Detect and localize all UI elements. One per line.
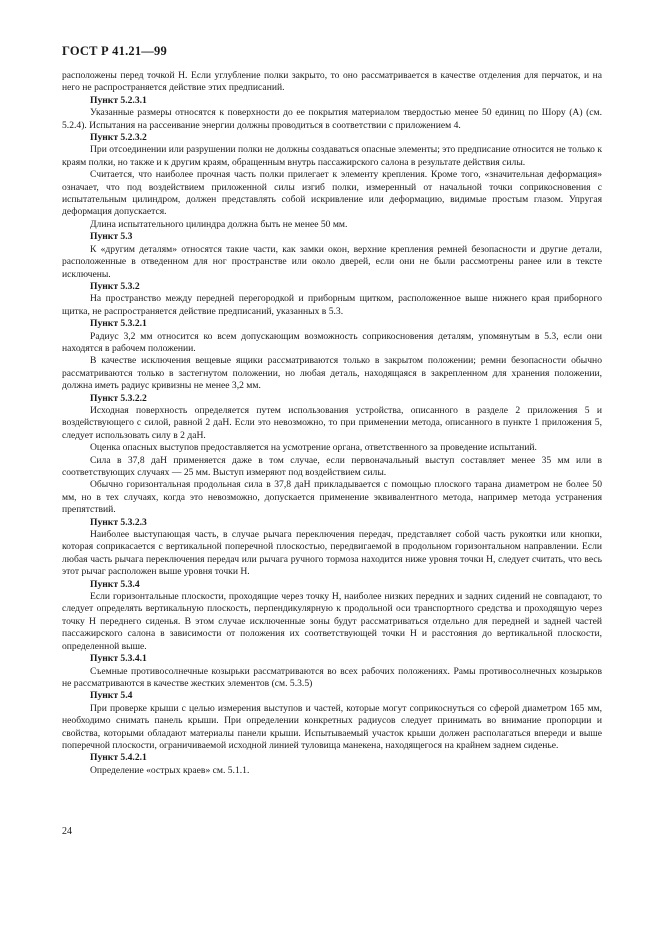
clause-heading: Пункт 5.3.4 (90, 578, 140, 590)
clause-heading: Пункт 5.4.2.1 (90, 752, 147, 764)
clause-heading: Пункт 5.4 (90, 690, 133, 702)
paragraph: В качестве исключения вещевые ящики рассматриваются только в закрытом положении; ремни безопасности обычно рассматриваются только в застегнутом положении, но любая деталь, находящаяся в закрепленном для хранения положении, должна иметь радиус кривизны не менее 3,2 мм. (62, 355, 602, 392)
paragraph: Указанные размеры относятся к поверхности до ее покрытия материалом твердостью менее 50 единиц по Шору (А) (см. 5.2.4). Испытания на рассеивание энергии должны проводиться в соответствии с приложением 4. (62, 107, 602, 131)
paragraph: Сила в 37,8 даН применяется даже в том случае, если первоначальный выступ составляет менее 35 мм или в соответствующих случаях — 25 мм. Выступ измеряют под воздействием силы. (62, 454, 602, 478)
clause-heading: Пункт 5.3.2.3 (90, 516, 147, 528)
clause-heading: Пункт 5.3.2 (90, 280, 140, 292)
document-header: ГОСТ Р 41.21—99 (62, 44, 167, 58)
paragraph: Оценка опасных выступов предоставляется на усмотрение органа, ответственного за проведение испытаний. (90, 442, 537, 454)
paragraph: При отсоединении или разрушении полки не должны создаваться опасные элементы; это предписание относится не только к краям полки, но также и к другим краям, обращенным внутрь пассажирского салона в результате действия силы. (62, 144, 602, 168)
paragraph: На пространство между передней перегородкой и приборным щитком, расположенное выше нижнего края приборного щитка, не распространяется действие предписаний, указанных в 5.3. (62, 293, 602, 317)
clause-heading: Пункт 5.2.3.2 (90, 132, 147, 144)
paragraph: расположены перед точкой H. Если углубление полки закрыто, то оно рассматривается в качестве отделения для перчаток, и на него не распространяется действие этих предписаний. (62, 70, 602, 94)
paragraph: Если горизонтальные плоскости, проходящие через точку H, наиболее низких передних и задних сидений не совпадают, то следует определять вертикальную плоскость, перпендикулярную к продольной оси транспортного средства и проходящую через точку H переднего сиденья. В этом случае исключенные зоны будут рассматриваться отдельно для передней и задней частей пассажирского салона в зависимости от положения их соответствующей точки H и расстояния до вертикальной плоскости, определенной выше. (62, 591, 602, 652)
paragraph: Радиус 3,2 мм относится ко всем допускающим возможность соприкосновения деталям, упомянутым в 5.3, если они находятся в рабочем положении. (62, 330, 602, 354)
paragraph: Исходная поверхность определяется путем использования устройства, описанного в разделе 2 приложения 5 и воздействующего с силой, равной 2 даН. Если это невозможно, то при применении метода, описанного в пункте 1 приложения 5, следует использовать силу в 2 даН. (62, 404, 602, 441)
paragraph: К «другим деталям» относятся такие части, как замки окон, верхние крепления ремней безопасности и другие детали, расположенные в отведенном для ног пространстве или около дверей, если они не были рассмотрены ранее или в тексте исключены. (62, 243, 602, 280)
paragraph: Длина испытательного цилиндра должна быть не менее 50 мм. (90, 218, 348, 230)
paragraph: Считается, что наиболее прочная часть полки прилегает к элементу крепления. Кроме того, «значительная деформация» означает, что под воздействием приложенной силы изгиб полки, измеренный от начальной точки соприкосновения с испытательным цилиндром, должен представлять собой искривление или деформацию, видимые простым глазом. Упругая деформация допускается. (62, 169, 602, 218)
paragraph: Определение «острых краев» см. 5.1.1. (90, 764, 250, 776)
clause-heading: Пункт 5.2.3.1 (90, 94, 147, 106)
clause-heading: Пункт 5.3.4.1 (90, 653, 147, 665)
page-number: 24 (62, 826, 72, 837)
clause-heading: Пункт 5.3.2.1 (90, 318, 147, 330)
paragraph: Съемные противосолнечные козырьки рассматриваются во всех рабочих положениях. Рамы противосолнечных козырьков не рассматриваются в качестве жестких элементов (см. 5.3.5) (62, 665, 602, 689)
document-body (62, 70, 602, 777)
paragraph: Наиболее выступающая часть, в случае рычага переключения передач, представляет собой часть рукоятки или кнопки, которая соприкасается с вертикальной поперечной плоскостью, передвигаемой в продольном горизонтальном направлении. Если любая часть рычага переключения передач или рычага ручного тормоза находится ниже уровня точки H, следует считать, что весь этот рычаг расположен выше уровня точки H. (62, 529, 602, 578)
paragraph: Обычно горизонтальная продольная сила в 37,8 даН прикладывается с помощью плоского тарана диаметром не более 50 мм, но в тех случаях, когда это невозможно, допускается применение эквивалентного метода, например метода устранения препятствий. (62, 479, 602, 516)
clause-heading: Пункт 5.3.2.2 (90, 392, 147, 404)
paragraph: При проверке крыши с целью измерения выступов и частей, которые могут соприкоснуться со сферой диаметром 165 мм, необходимо снимать панель крыши. При определении конкретных радиусов следует принимать во внимание пропорции и свойства, которыми обладают материалы панели крыши. Испытываемый участок крыши должен располагаться впереди и выше поперечной плоскости, ограничиваемой исходной линией туловища манекена, находящегося на крайнем заднем сиденье. (62, 702, 602, 751)
clause-heading: Пункт 5.3 (90, 231, 133, 243)
